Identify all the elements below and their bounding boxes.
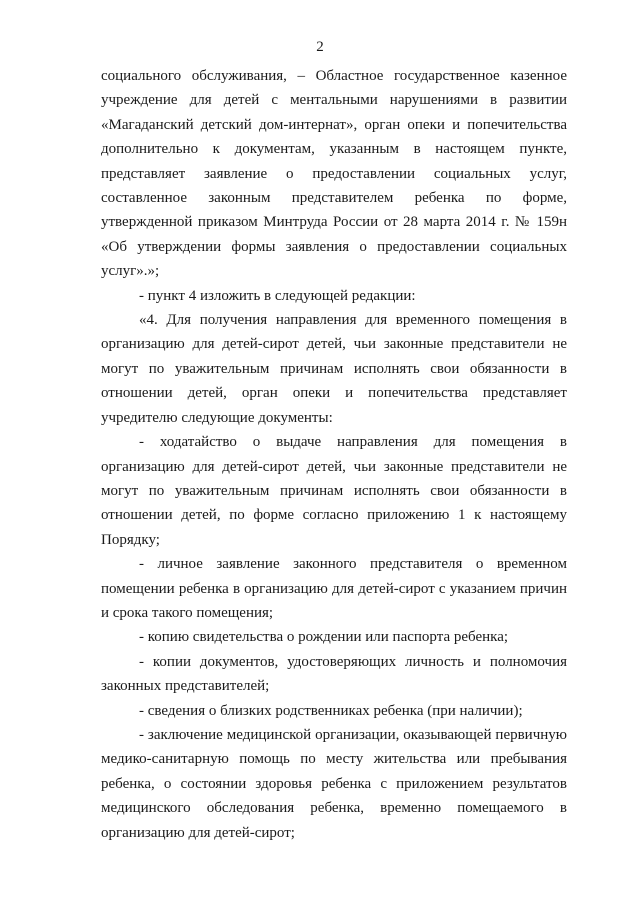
document-body	[101, 64, 567, 845]
list-item-relatives-info: - сведения о близких родственниках ребенка (при наличии);	[139, 702, 523, 719]
list-item-medical-conclusion: - заключение медицинской организации, оказывающей первичную медико-санитарную помощь по месту жительства или пребывания ребенка, о состоянии здоровья ребенка с приложением результатов медицинского обследования ребенка, временно помещаемого в организацию для детей-сирот;	[101, 726, 567, 841]
page-number: 2	[316, 39, 324, 55]
list-item-birth-certificate: - копию свидетельства о рождении или паспорта ребенка;	[139, 629, 509, 646]
paragraph-point-4-instruction: - пункт 4 изложить в следующей редакции:	[139, 287, 416, 304]
paragraph-continuation: социального обслуживания, – Областное государственное казенное учреждение для детей с ментальными нарушениями в развитии «Магаданский детский дом-интернат», орган опеки и попечительства дополнительно к документам, указанным в настоящем пункте, представляет заявление о предоставлении социальных услуг, составленное законным представителем ребенка по форме, утвержденной приказом Минтруда России от 28 марта 2014 г. № 159н «Об утверждении формы заявления о предоставлении социальных услуг».»;	[101, 68, 567, 280]
paragraph-point-4-text: «4. Для получения направления для временного помещения в организацию для детей-сирот детей, чьи законные представители не могут по уважительным причинам исполнять свои обязанности в отношении детей, орган опеки и попечительства представляет учредителю следующие документы:	[101, 312, 567, 426]
list-item-personal-statement: - личное заявление законного представителя о временном помещении ребенка в организацию для детей-сирот с указанием причин и срока такого помещения;	[101, 556, 567, 621]
list-item-identity-documents: - копии документов, удостоверяющих личность и полномочия законных представителей;	[101, 653, 567, 695]
list-item-petition: - ходатайство о выдаче направления для помещения в организацию для детей-сирот детей, чьи законные представители не могут по уважительным причинам исполнять свои обязанности в отношении детей, по форме согласно приложению 1 к настоящему Порядку;	[101, 434, 567, 548]
